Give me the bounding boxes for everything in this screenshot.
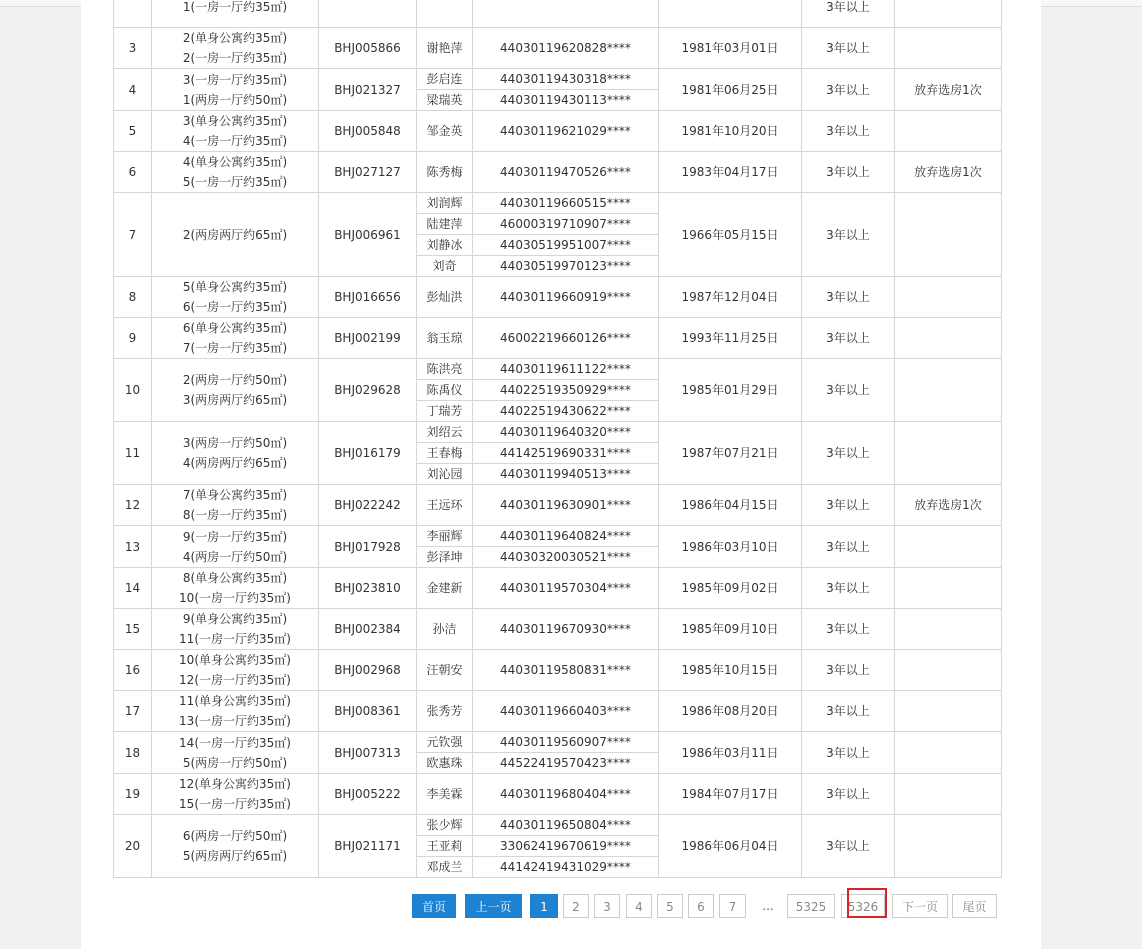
applicant-id-number: 44030119670930**** [473, 609, 659, 650]
applicant-name: 张少辉 [417, 815, 473, 836]
applicant-id-number: 33062419670619**** [473, 836, 659, 857]
remark: 放弃选房1次 [895, 152, 1002, 193]
room-choices [152, 152, 319, 193]
applicant-name: 谢艳萍 [417, 28, 473, 69]
remark [895, 359, 1002, 422]
application-code: BHJ005866 [319, 28, 417, 69]
room-choices [152, 650, 319, 691]
applicant-id-number: 44030119560907**** [473, 732, 659, 753]
application-code [319, 0, 417, 28]
applicant-id-number: 44022519430622**** [473, 401, 659, 422]
residence-years: 3年以上 [802, 422, 895, 485]
register-date: 1985年09月10日 [659, 609, 802, 650]
applicant-id-number: 44030119470526**** [473, 152, 659, 193]
remark [895, 422, 1002, 485]
applicant-id-number: 44030320030521**** [473, 547, 659, 568]
page-5326-button[interactable]: 5326 [841, 894, 885, 918]
room-choice: 15(一房一厅约35㎡) [179, 797, 291, 811]
residence-years: 3年以上 [802, 732, 895, 774]
room-choices [152, 815, 319, 878]
table-row [114, 69, 1002, 90]
application-code: BHJ002199 [319, 318, 417, 359]
application-code: BHJ021171 [319, 815, 417, 878]
residence-years: 3年以上 [802, 193, 895, 277]
applicant-name: 汪朝安 [417, 650, 473, 691]
room-choice: 3(一房一厅约35㎡) [182, 72, 288, 87]
applicant-id-number: 44030119660403**** [473, 691, 659, 732]
remark [895, 732, 1002, 774]
application-code: BHJ006961 [319, 193, 417, 277]
applicant-id-number: 44030519951007**** [473, 235, 659, 256]
application-code: BHJ007313 [319, 732, 417, 774]
applicant-id-number: 44030119611122**** [473, 359, 659, 380]
room-choices [152, 193, 319, 277]
remark [895, 609, 1002, 650]
page-1-button[interactable]: 1 [530, 894, 558, 918]
applicant-id-number: 44022519350929**** [473, 380, 659, 401]
row-number: 3 [114, 28, 152, 69]
application-code: BHJ023810 [319, 568, 417, 609]
row-number: 11 [114, 422, 152, 485]
residence-years: 3年以上 [802, 691, 895, 732]
room-choices [152, 691, 319, 732]
register-date [659, 0, 802, 28]
residence-years: 3年以上 [802, 815, 895, 878]
applicant-id-number: 46002219660126**** [473, 318, 659, 359]
room-choice: 9(单身公寓约35㎡) [182, 612, 288, 626]
remark [895, 774, 1002, 815]
table-row [114, 691, 1002, 732]
row-number: 20 [114, 815, 152, 878]
pagination [81, 894, 1041, 919]
room-choices [152, 69, 319, 111]
room-choices [152, 732, 319, 774]
remark [895, 111, 1002, 152]
room-choices [152, 422, 319, 485]
content-panel [81, 0, 1041, 949]
housing-list-table [113, 0, 1002, 878]
page-5-button[interactable]: 5 [657, 894, 683, 918]
first-page-button[interactable]: 首页 [412, 894, 456, 918]
remark [895, 815, 1002, 878]
remark: 放弃选房1次 [895, 485, 1002, 526]
remark [895, 526, 1002, 568]
applicant-id-number: 44522419570423**** [473, 753, 659, 774]
application-code: BHJ021327 [319, 69, 417, 111]
applicant-name: 李美霖 [417, 774, 473, 815]
application-code: BHJ002384 [319, 609, 417, 650]
table-row [114, 609, 1002, 650]
register-date: 1986年04月15日 [659, 485, 802, 526]
applicant-id-number: 44030119580831**** [473, 650, 659, 691]
room-choice: 9(一房一厅约35㎡) [182, 529, 288, 544]
table-row [114, 774, 1002, 815]
residence-years: 3年以上 [802, 318, 895, 359]
room-choice: 12(单身公寓约35㎡) [179, 777, 291, 791]
table-row [114, 650, 1002, 691]
applicant-name: 翁玉琼 [417, 318, 473, 359]
remark [895, 568, 1002, 609]
applicant-name: 刘沁园 [417, 464, 473, 485]
page-4-button[interactable]: 4 [626, 894, 652, 918]
residence-years: 3年以上 [802, 69, 895, 111]
row-number: 12 [114, 485, 152, 526]
applicant-id-number: 44030119430113**** [473, 90, 659, 111]
applicant-name: 孙洁 [417, 609, 473, 650]
applicant-name: 王春梅 [417, 443, 473, 464]
room-choice: 2(单身公寓约35㎡) [182, 31, 288, 45]
application-code: BHJ016179 [319, 422, 417, 485]
applicant-id-number: 44030519970123**** [473, 256, 659, 277]
room-choice: 1(两房一厅约50㎡) [182, 92, 288, 107]
register-date: 1985年10月15日 [659, 650, 802, 691]
room-choice: 3(单身公寓约35㎡) [182, 114, 288, 128]
page-6-button[interactable]: 6 [688, 894, 714, 918]
table-row [114, 111, 1002, 152]
applicant-id-number: 44030119650804**** [473, 815, 659, 836]
application-code: BHJ017928 [319, 526, 417, 568]
remark [895, 28, 1002, 69]
application-code: BHJ016656 [319, 277, 417, 318]
room-choice: 3(两房一厅约50㎡) [182, 436, 288, 450]
room-choice: 6(单身公寓约35㎡) [182, 321, 288, 335]
room-choice: 14(一房一厅约35㎡) [179, 735, 291, 750]
register-date: 1985年01月29日 [659, 359, 802, 422]
residence-years: 3年以上 [802, 485, 895, 526]
applicant-name: 彭泽坤 [417, 547, 473, 568]
room-choice: 13(一房一厅约35㎡) [179, 714, 291, 728]
table-row [114, 152, 1002, 193]
room-choice: 8(一房一厅约35㎡) [182, 508, 288, 522]
applicant-id-number: 44030119630901**** [473, 485, 659, 526]
applicant-id-number: 44030119660919**** [473, 277, 659, 318]
applicant-name: 邹金英 [417, 111, 473, 152]
application-code: BHJ027127 [319, 152, 417, 193]
register-date: 1987年07月21日 [659, 422, 802, 485]
applicant-id-number: 44030119640320**** [473, 422, 659, 443]
row-number: 18 [114, 732, 152, 774]
applicant-id-number: 44030119621029**** [473, 111, 659, 152]
room-choice: 5(两房两厅约65㎡) [182, 849, 288, 863]
application-code: BHJ005222 [319, 774, 417, 815]
row-number: 14 [114, 568, 152, 609]
register-date: 1985年09月02日 [659, 568, 802, 609]
register-date: 1986年03月11日 [659, 732, 802, 774]
applicant-name: 陈秀梅 [417, 152, 473, 193]
remark [895, 650, 1002, 691]
table-row [114, 568, 1002, 609]
applicant-name: 彭启连 [417, 69, 473, 90]
room-choice: 3(两房两厅约65㎡) [182, 393, 288, 407]
page-7-button[interactable]: 7 [719, 894, 746, 918]
room-choice: 11(单身公寓约35㎡) [179, 694, 291, 708]
applicant-id-number: 44030119680404**** [473, 774, 659, 815]
residence-years: 3年以上 [802, 568, 895, 609]
residence-years: 3年以上 [802, 609, 895, 650]
remark [895, 318, 1002, 359]
page-2-button[interactable]: 2 [563, 894, 589, 918]
applicant-id-number: 44030119570304**** [473, 568, 659, 609]
room-choice: 4(两房一厅约50㎡) [182, 549, 288, 564]
applicant-name: 陈洪亮 [417, 359, 473, 380]
table-row [114, 277, 1002, 318]
remark [895, 0, 1002, 28]
table-row [114, 359, 1002, 380]
residence-years: 3年以上 [802, 650, 895, 691]
table-row [114, 422, 1002, 443]
page-3-button[interactable]: 3 [594, 894, 620, 918]
room-choice: 7(一房一厅约35㎡) [182, 341, 288, 355]
remark [895, 193, 1002, 277]
table-row [114, 28, 1002, 69]
row-number: 16 [114, 650, 152, 691]
room-choices [152, 485, 319, 526]
table-row [114, 815, 1002, 836]
row-number: 9 [114, 318, 152, 359]
applicant-id-number: 44030119660515**** [473, 193, 659, 214]
room-choice: 5(一房一厅约35㎡) [182, 175, 288, 189]
room-choice: 5(单身公寓约35㎡) [182, 280, 288, 294]
applicant-name: 刘奇 [417, 256, 473, 277]
room-choices [152, 111, 319, 152]
table-row [114, 485, 1002, 526]
table-row [114, 318, 1002, 359]
row-number: 5 [114, 111, 152, 152]
last-page-button[interactable]: 尾页 [952, 894, 997, 918]
table-row [114, 526, 1002, 547]
applicant-id-number: 44142419431029**** [473, 857, 659, 878]
row-number: 4 [114, 69, 152, 111]
applicant-id-number: 44030119640824**** [473, 526, 659, 547]
remark: 放弃选房1次 [895, 69, 1002, 111]
applicant-name: 丁瑞芳 [417, 401, 473, 422]
register-date: 1966年05月15日 [659, 193, 802, 277]
residence-years: 3年以上 [802, 0, 895, 28]
room-choice: 2(两房一厅约50㎡) [182, 373, 288, 387]
pagination-ellipsis: ... [762, 899, 774, 913]
applicant-name: 陆建萍 [417, 214, 473, 235]
applicant-name: 刘绍云 [417, 422, 473, 443]
applicant-name: 梁瑞英 [417, 90, 473, 111]
register-date: 1986年06月04日 [659, 815, 802, 878]
room-choice: 12(一房一厅约35㎡) [179, 673, 291, 687]
residence-years: 3年以上 [802, 28, 895, 69]
register-date: 1984年07月17日 [659, 774, 802, 815]
applicant-name: 王亚莉 [417, 836, 473, 857]
residence-years: 3年以上 [802, 526, 895, 568]
table-row [114, 193, 1002, 214]
room-choice: 4(一房一厅约35㎡) [182, 134, 288, 148]
room-choices [152, 568, 319, 609]
room-choices [152, 774, 319, 815]
application-code: BHJ008361 [319, 691, 417, 732]
applicant-name: 欧惠珠 [417, 753, 473, 774]
row-number: 6 [114, 152, 152, 193]
applicant-id-number [473, 0, 659, 28]
room-choice: 11(一房一厅约35㎡) [179, 632, 291, 646]
register-date: 1987年12月04日 [659, 277, 802, 318]
room-choices [152, 0, 319, 28]
room-choices [152, 609, 319, 650]
room-choices [152, 277, 319, 318]
applicant-name: 彭灿洪 [417, 277, 473, 318]
room-choice: 6(一房一厅约35㎡) [182, 300, 288, 314]
remark [895, 277, 1002, 318]
applicant-name: 李丽辉 [417, 526, 473, 547]
applicant-name: 张秀芳 [417, 691, 473, 732]
applicant-name: 王远环 [417, 485, 473, 526]
register-date: 1983年04月17日 [659, 152, 802, 193]
room-choice: 10(一房一厅约35㎡) [179, 591, 291, 605]
applicant-name: 元钦强 [417, 732, 473, 753]
row-number: 7 [114, 193, 152, 277]
room-choices [152, 526, 319, 568]
row-number: 15 [114, 609, 152, 650]
room-choice: 10(单身公寓约35㎡) [179, 653, 291, 667]
register-date: 1981年06月25日 [659, 69, 802, 111]
row-number: 19 [114, 774, 152, 815]
row-number: 13 [114, 526, 152, 568]
row-number [114, 0, 152, 28]
residence-years: 3年以上 [802, 359, 895, 422]
applicant-name: 陈禹仪 [417, 380, 473, 401]
row-number: 8 [114, 277, 152, 318]
applicant-id-number: 44142519690331**** [473, 443, 659, 464]
room-choice: 2(一房一厅约35㎡) [182, 51, 288, 65]
residence-years: 3年以上 [802, 277, 895, 318]
register-date: 1993年11月25日 [659, 318, 802, 359]
room-choice: 6(两房一厅约50㎡) [182, 829, 288, 843]
row-number: 10 [114, 359, 152, 422]
residence-years: 3年以上 [802, 111, 895, 152]
room-choices [152, 318, 319, 359]
room-choice: 4(单身公寓约35㎡) [182, 155, 288, 169]
applicant-name: 金建新 [417, 568, 473, 609]
application-code: BHJ022242 [319, 485, 417, 526]
applicant-id-number: 44030119940513**** [473, 464, 659, 485]
applicant-name: 邓成兰 [417, 857, 473, 878]
next-page-button[interactable]: 下一页 [892, 894, 948, 918]
room-choice: 4(两房两厅约65㎡) [182, 456, 288, 470]
room-choice: 7(单身公寓约35㎡) [182, 488, 288, 502]
application-code: BHJ005848 [319, 111, 417, 152]
room-choice: 8(单身公寓约35㎡) [182, 571, 288, 585]
remark [895, 691, 1002, 732]
prev-page-button[interactable]: 上一页 [465, 894, 522, 918]
applicant-id-number: 44030119620828**** [473, 28, 659, 69]
room-choices [152, 359, 319, 422]
table-row [114, 732, 1002, 753]
room-choice: 5(两房一厅约50㎡) [182, 755, 288, 770]
register-date: 1981年03月01日 [659, 28, 802, 69]
row-number: 17 [114, 691, 152, 732]
residence-years: 3年以上 [802, 152, 895, 193]
applicant-name [417, 0, 473, 28]
applicant-id-number: 44030119430318**** [473, 69, 659, 90]
room-choice: 1(一房一厅约35㎡) [182, 0, 288, 14]
register-date: 1981年10月20日 [659, 111, 802, 152]
page-5325-button[interactable]: 5325 [787, 894, 835, 918]
applicant-name: 刘静冰 [417, 235, 473, 256]
application-code: BHJ002968 [319, 650, 417, 691]
applicant-id-number: 46000319710907**** [473, 214, 659, 235]
room-choices [152, 28, 319, 69]
applicant-name: 刘润辉 [417, 193, 473, 214]
register-date: 1986年03月10日 [659, 526, 802, 568]
register-date: 1986年08月20日 [659, 691, 802, 732]
residence-years: 3年以上 [802, 774, 895, 815]
application-code: BHJ029628 [319, 359, 417, 422]
table-row [114, 0, 1002, 28]
room-choice: 2(两房两厅约65㎡) [182, 227, 288, 242]
